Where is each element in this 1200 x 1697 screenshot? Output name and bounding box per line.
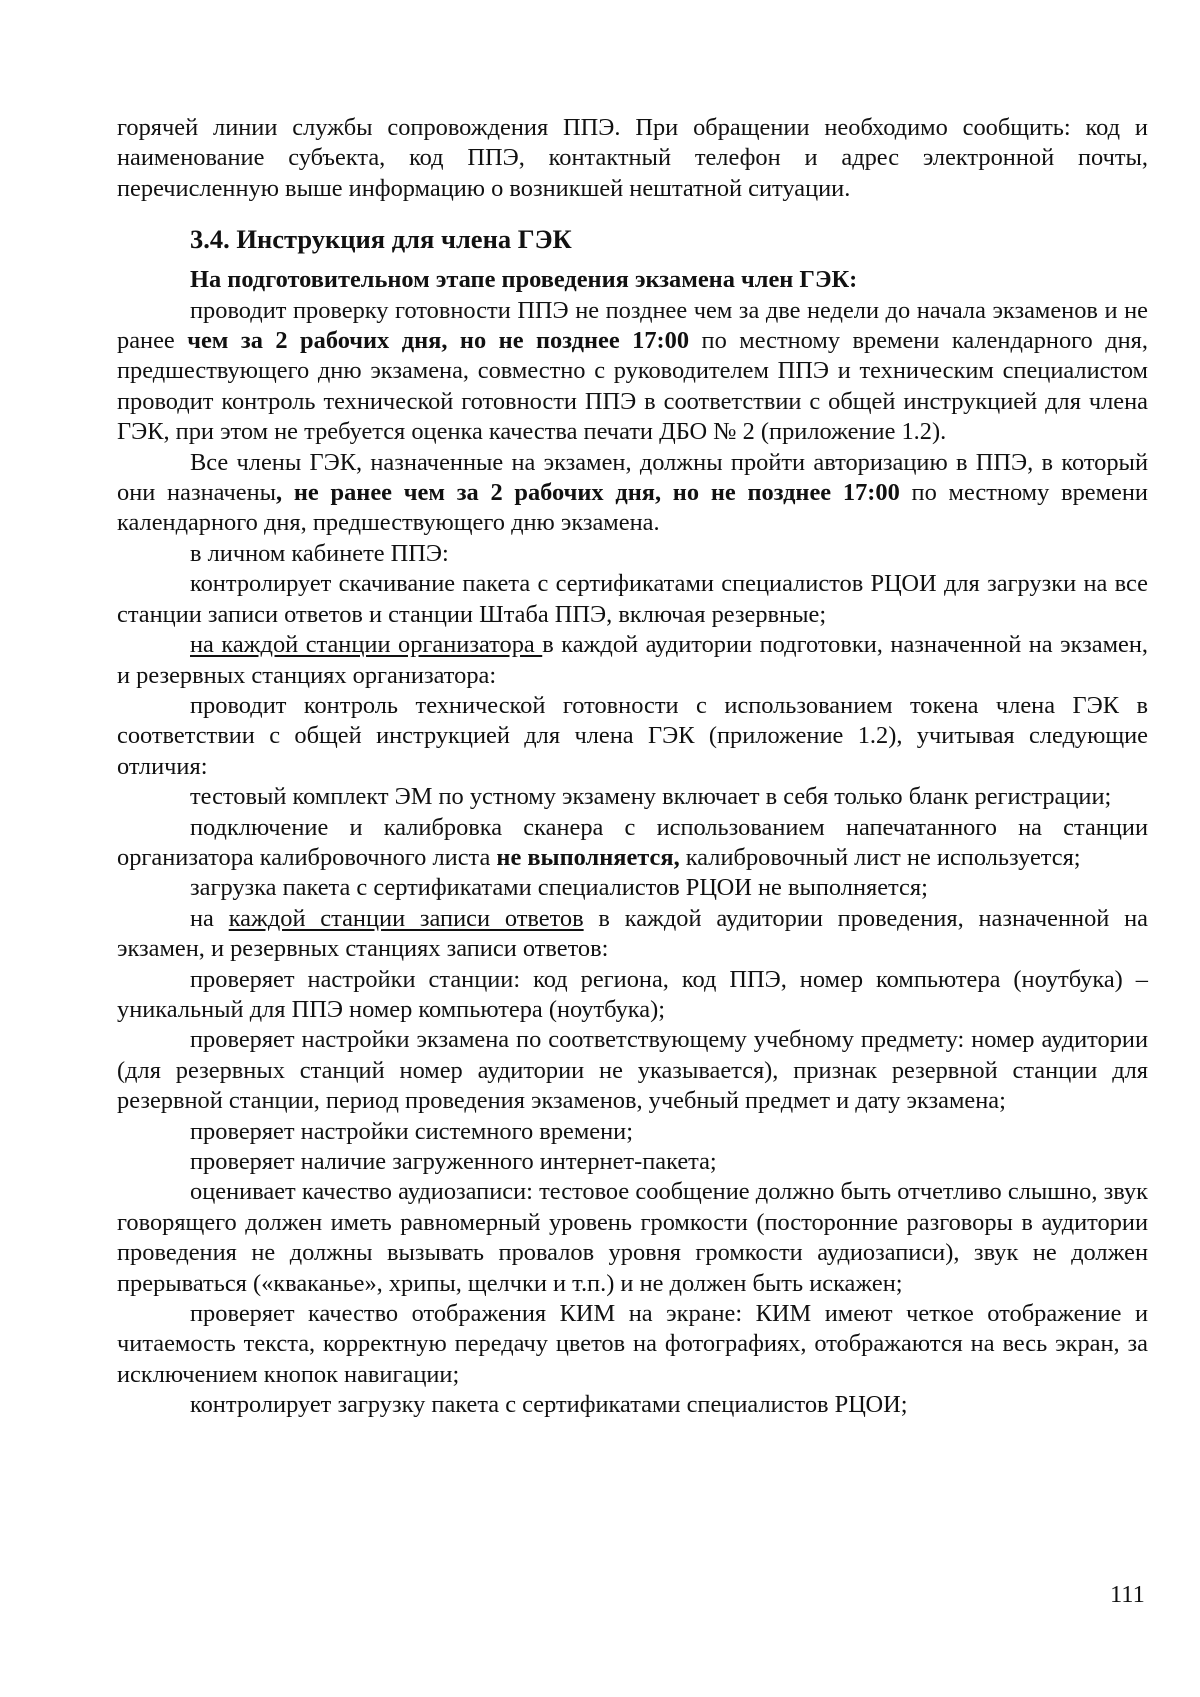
section-heading: 3.4. Инструкция для члена ГЭК — [190, 224, 572, 255]
subheading: На подготовительном этапе проведения экзамена член ГЭК: — [190, 266, 858, 294]
bold-text: , не ранее чем за 2 рабочих дня, но не позднее 17:00 — [276, 479, 900, 507]
paragraph — [117, 296, 1148, 448]
text-span: на — [190, 904, 229, 932]
paragraph: проверяет наличие загруженного интернет-пакета; — [190, 1148, 717, 1175]
page-number: 111 — [1110, 1581, 1145, 1608]
bold-text: чем за 2 рабочих дня, но не позднее 17:00 — [187, 327, 690, 355]
paragraph: оценивает качество аудиозаписи: тестовое сообщение должно быть отчетливо слышно, звук говорящего должен иметь равномерный уровень громкости (посторонние разговоры в аудитории проведения не должны вызывать провалов уровня громкости аудиозаписи), звук не должен прерываться («кваканье», хрипы, щелчки и т.п.) и не должен быть искажен; — [117, 1178, 1148, 1297]
text-span: в каждой аудитории подготовки, назначенной на экзамен, и резервных станциях организатора: — [117, 631, 1148, 689]
paragraph: тестовый комплект ЭМ по устному экзамену включает в себя только бланк регистрации; — [190, 783, 1112, 811]
paragraph: в личном кабинете ППЭ: — [190, 539, 449, 567]
bold-text: не выполняется, — [496, 843, 680, 871]
text-span: калибровочный лист не используется; — [679, 843, 1081, 871]
underlined-text: на каждой станции организатора — [190, 631, 543, 659]
paragraph: контролирует загрузку пакета с сертификатами специалистов РЦОИ; — [190, 1391, 908, 1419]
paragraph — [117, 813, 1148, 874]
text-column — [117, 113, 1148, 1421]
text-span: в каждой аудитории проведения, назначенной на экзамен, и резервных станциях записи ответов: — [117, 904, 1148, 963]
text-span: Все члены ГЭК, назначенные на экзамен, должны пройти авторизацию в ППЭ, в который они назначены — [117, 448, 1148, 507]
paragraph — [117, 448, 1148, 539]
text-span: по местному времени календарного дня, предшествующего дню экзамена. — [117, 479, 1148, 537]
paragraph: проверяет качество отображения КИМ на экране: КИМ имеют четкое отображение и читаемость текста, корректную передачу цветов на фотографиях, отображаются на весь экран, за исключением кнопок навигации; — [117, 1300, 1148, 1388]
paragraph: загрузка пакета с сертификатами специалистов РЦОИ не выполняется; — [190, 874, 928, 902]
paragraph — [117, 630, 1148, 691]
paragraph — [117, 904, 1148, 965]
paragraph: проверяет настройки станции: код региона, код ППЭ, номер компьютера (ноутбука) – уникальный для ППЭ номер компьютера (ноутбука); — [117, 965, 1148, 1023]
underlined-text: каждой станции записи ответов — [228, 904, 584, 932]
text-span: по местному времени календарного дня, предшествующего дню экзамена, совместно с руководителем ППЭ и техническим специалистом проводит контроль технической готовности ППЭ в соответствии с общей инструкцией для члена ГЭК, при этом не требуется оценка качества печати ДБО № 2 (приложение 1.2). — [117, 327, 1148, 446]
paragraph: контролирует скачивание пакета с сертификатами специалистов РЦОИ для загрузки на все станции записи ответов и станции Штаба ППЭ, включая резервные; — [117, 570, 1148, 628]
paragraph: проверяет настройки системного времени; — [190, 1117, 633, 1145]
text-span: проводит проверку готовности ППЭ не позднее чем за две недели до начала экзаменов и не ранее — [117, 296, 1148, 355]
continuation-paragraph: горячей линии службы сопровождения ППЭ. При обращении необходимо сообщить: код и наименование субъекта, код ППЭ, контактный телефон и адрес электронной почты, перечисленную выше информацию о возникшей нештатной ситуации. — [117, 114, 1148, 202]
paragraph: проводит контроль технической готовности с использованием токена члена ГЭК в соответствии с общей инструкцией для члена ГЭК (приложение 1.2), учитывая следующие отличия: — [117, 691, 1148, 780]
paragraph: проверяет настройки экзамена по соответствующему учебному предмету: номер аудитории (для резервных станций номер аудитории не указывается), признак резервной станции для резервной станции, период проведения экзаменов, учебный предмет и дату экзамена; — [117, 1026, 1148, 1115]
text-span: подключение и калибровка сканера с использованием напечатанного на станции организатора калибровочного листа — [117, 813, 1148, 871]
